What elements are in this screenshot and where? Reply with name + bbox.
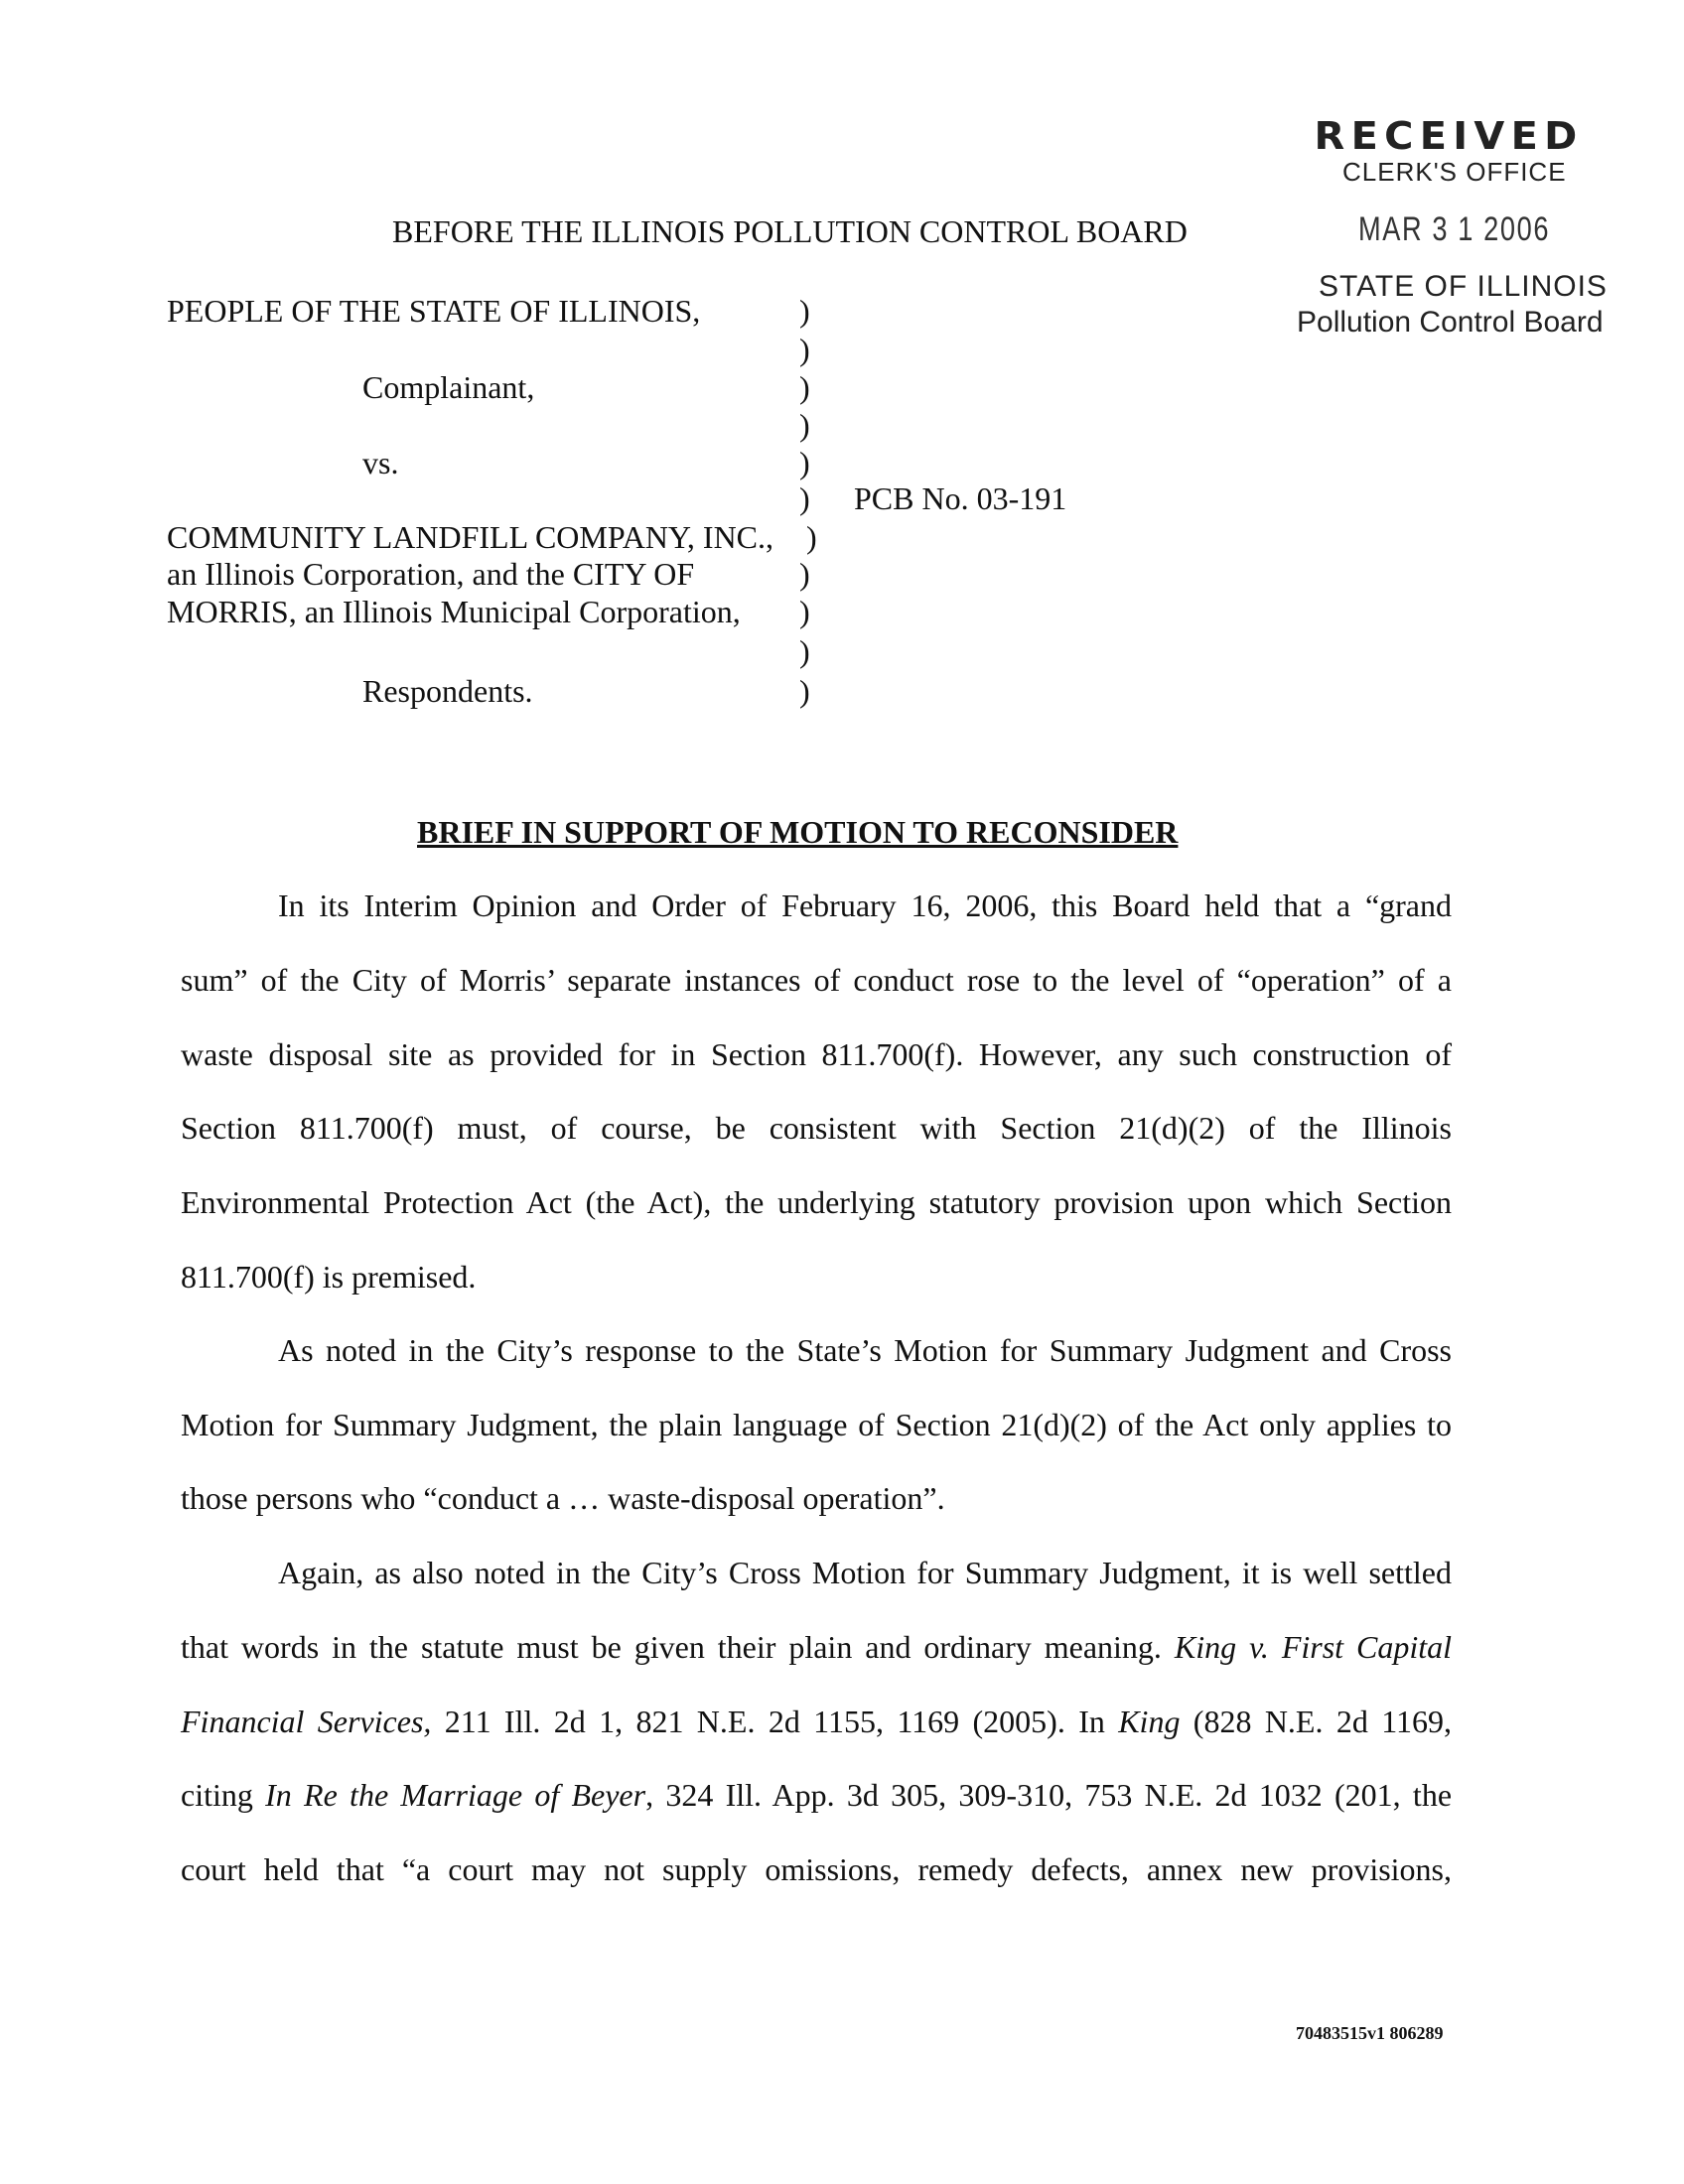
caption-defendant-line-1: COMMUNITY LANDFILL COMPANY, INC.,	[167, 519, 774, 555]
body-text: 211 Ill. 2d 1, 821 N.E. 2d 1155, 1169 (2005). In	[444, 1704, 1105, 1739]
caption-versus: vs.	[362, 445, 399, 480]
caption-defendant-line-3: MORRIS, an Illinois Municipal Corporation,	[167, 594, 741, 629]
caption-paren: )	[799, 673, 810, 709]
received-stamp-state: STATE OF ILLINOIS	[1319, 270, 1608, 303]
case-citation: King	[1118, 1704, 1181, 1739]
caption-paren: )	[799, 633, 810, 669]
caption-paren: )	[799, 293, 810, 329]
caption-plaintiff-role: Complainant,	[362, 369, 535, 405]
body-text: (828 N.E. 2d 1169,	[1193, 1704, 1452, 1739]
body-line	[181, 1629, 1452, 1666]
body-line: Section 811.700(f) must, of course, be consistent with Section 21(d)(2) of the Illinois	[181, 1110, 1452, 1146]
body-line: 811.700(f) is premised.	[181, 1259, 477, 1295]
body-text: citing	[181, 1777, 253, 1813]
body-text: that words in the statute must be given their plain and ordinary meaning.	[181, 1629, 1162, 1665]
caption-paren: )	[799, 369, 810, 405]
received-stamp-title: RECEIVED	[1314, 114, 1584, 158]
case-citation: In Re the Marriage of Beyer	[265, 1777, 646, 1813]
body-line: In its Interim Opinion and Order of February 16, 2006, this Board held that a “grand	[278, 887, 1452, 923]
body-line: waste disposal site as provided for in Section 811.700(f). However, any such construction of	[181, 1036, 1452, 1072]
caption-paren: )	[806, 519, 817, 555]
case-citation: King v. First Capital	[1174, 1629, 1453, 1665]
document-id-footer: 70483515v1 806289	[1296, 2023, 1444, 2043]
body-text: , 324 Ill. App. 3d 305, 309-310, 753 N.E. 2d 1032 (201, the	[645, 1777, 1453, 1813]
caption-paren: )	[799, 407, 810, 443]
caption-paren: )	[799, 594, 810, 629]
body-line: Motion for Summary Judgment, the plain language of Section 21(d)(2) of the Act only applies to	[181, 1407, 1452, 1442]
received-stamp-office: CLERK'S OFFICE	[1342, 157, 1567, 187]
caption-defendant-line-2: an Illinois Corporation, and the CITY OF	[167, 556, 695, 592]
body-line: those persons who “conduct a … waste-disposal operation”.	[181, 1480, 945, 1516]
caption-plaintiff: PEOPLE OF THE STATE OF ILLINOIS,	[167, 293, 701, 329]
received-stamp-board: Pollution Control Board	[1297, 306, 1604, 339]
body-line: Again, as also noted in the City’s Cross Motion for Summary Judgment, it is well settled	[278, 1555, 1452, 1590]
received-stamp-date: MAR 3 1 2006	[1358, 210, 1551, 248]
body-line: As noted in the City’s response to the State’s Motion for Summary Judgment and Cross	[278, 1332, 1452, 1368]
body-line: sum” of the City of Morris’ separate instances of conduct rose to the level of “operation” of a	[181, 962, 1452, 998]
body-line	[181, 1704, 1452, 1740]
document-title: BRIEF IN SUPPORT OF MOTION TO RECONSIDER	[417, 814, 1179, 850]
caption-paren: )	[799, 445, 810, 480]
caption-paren: )	[799, 332, 810, 367]
case-number: PCB No. 03-191	[854, 480, 1067, 516]
caption-paren: )	[799, 480, 810, 516]
caption-paren: )	[799, 556, 810, 592]
caption-defendant-role: Respondents.	[362, 673, 533, 709]
body-line: Environmental Protection Act (the Act), the underlying statutory provision upon which Section	[181, 1184, 1452, 1220]
case-citation: Financial Services,	[181, 1704, 432, 1739]
court-heading: BEFORE THE ILLINOIS POLLUTION CONTROL BOARD	[392, 213, 1188, 249]
body-line: court held that “a court may not supply omissions, remedy defects, annex new provisions,	[181, 1851, 1452, 1887]
body-line	[181, 1777, 1452, 1814]
